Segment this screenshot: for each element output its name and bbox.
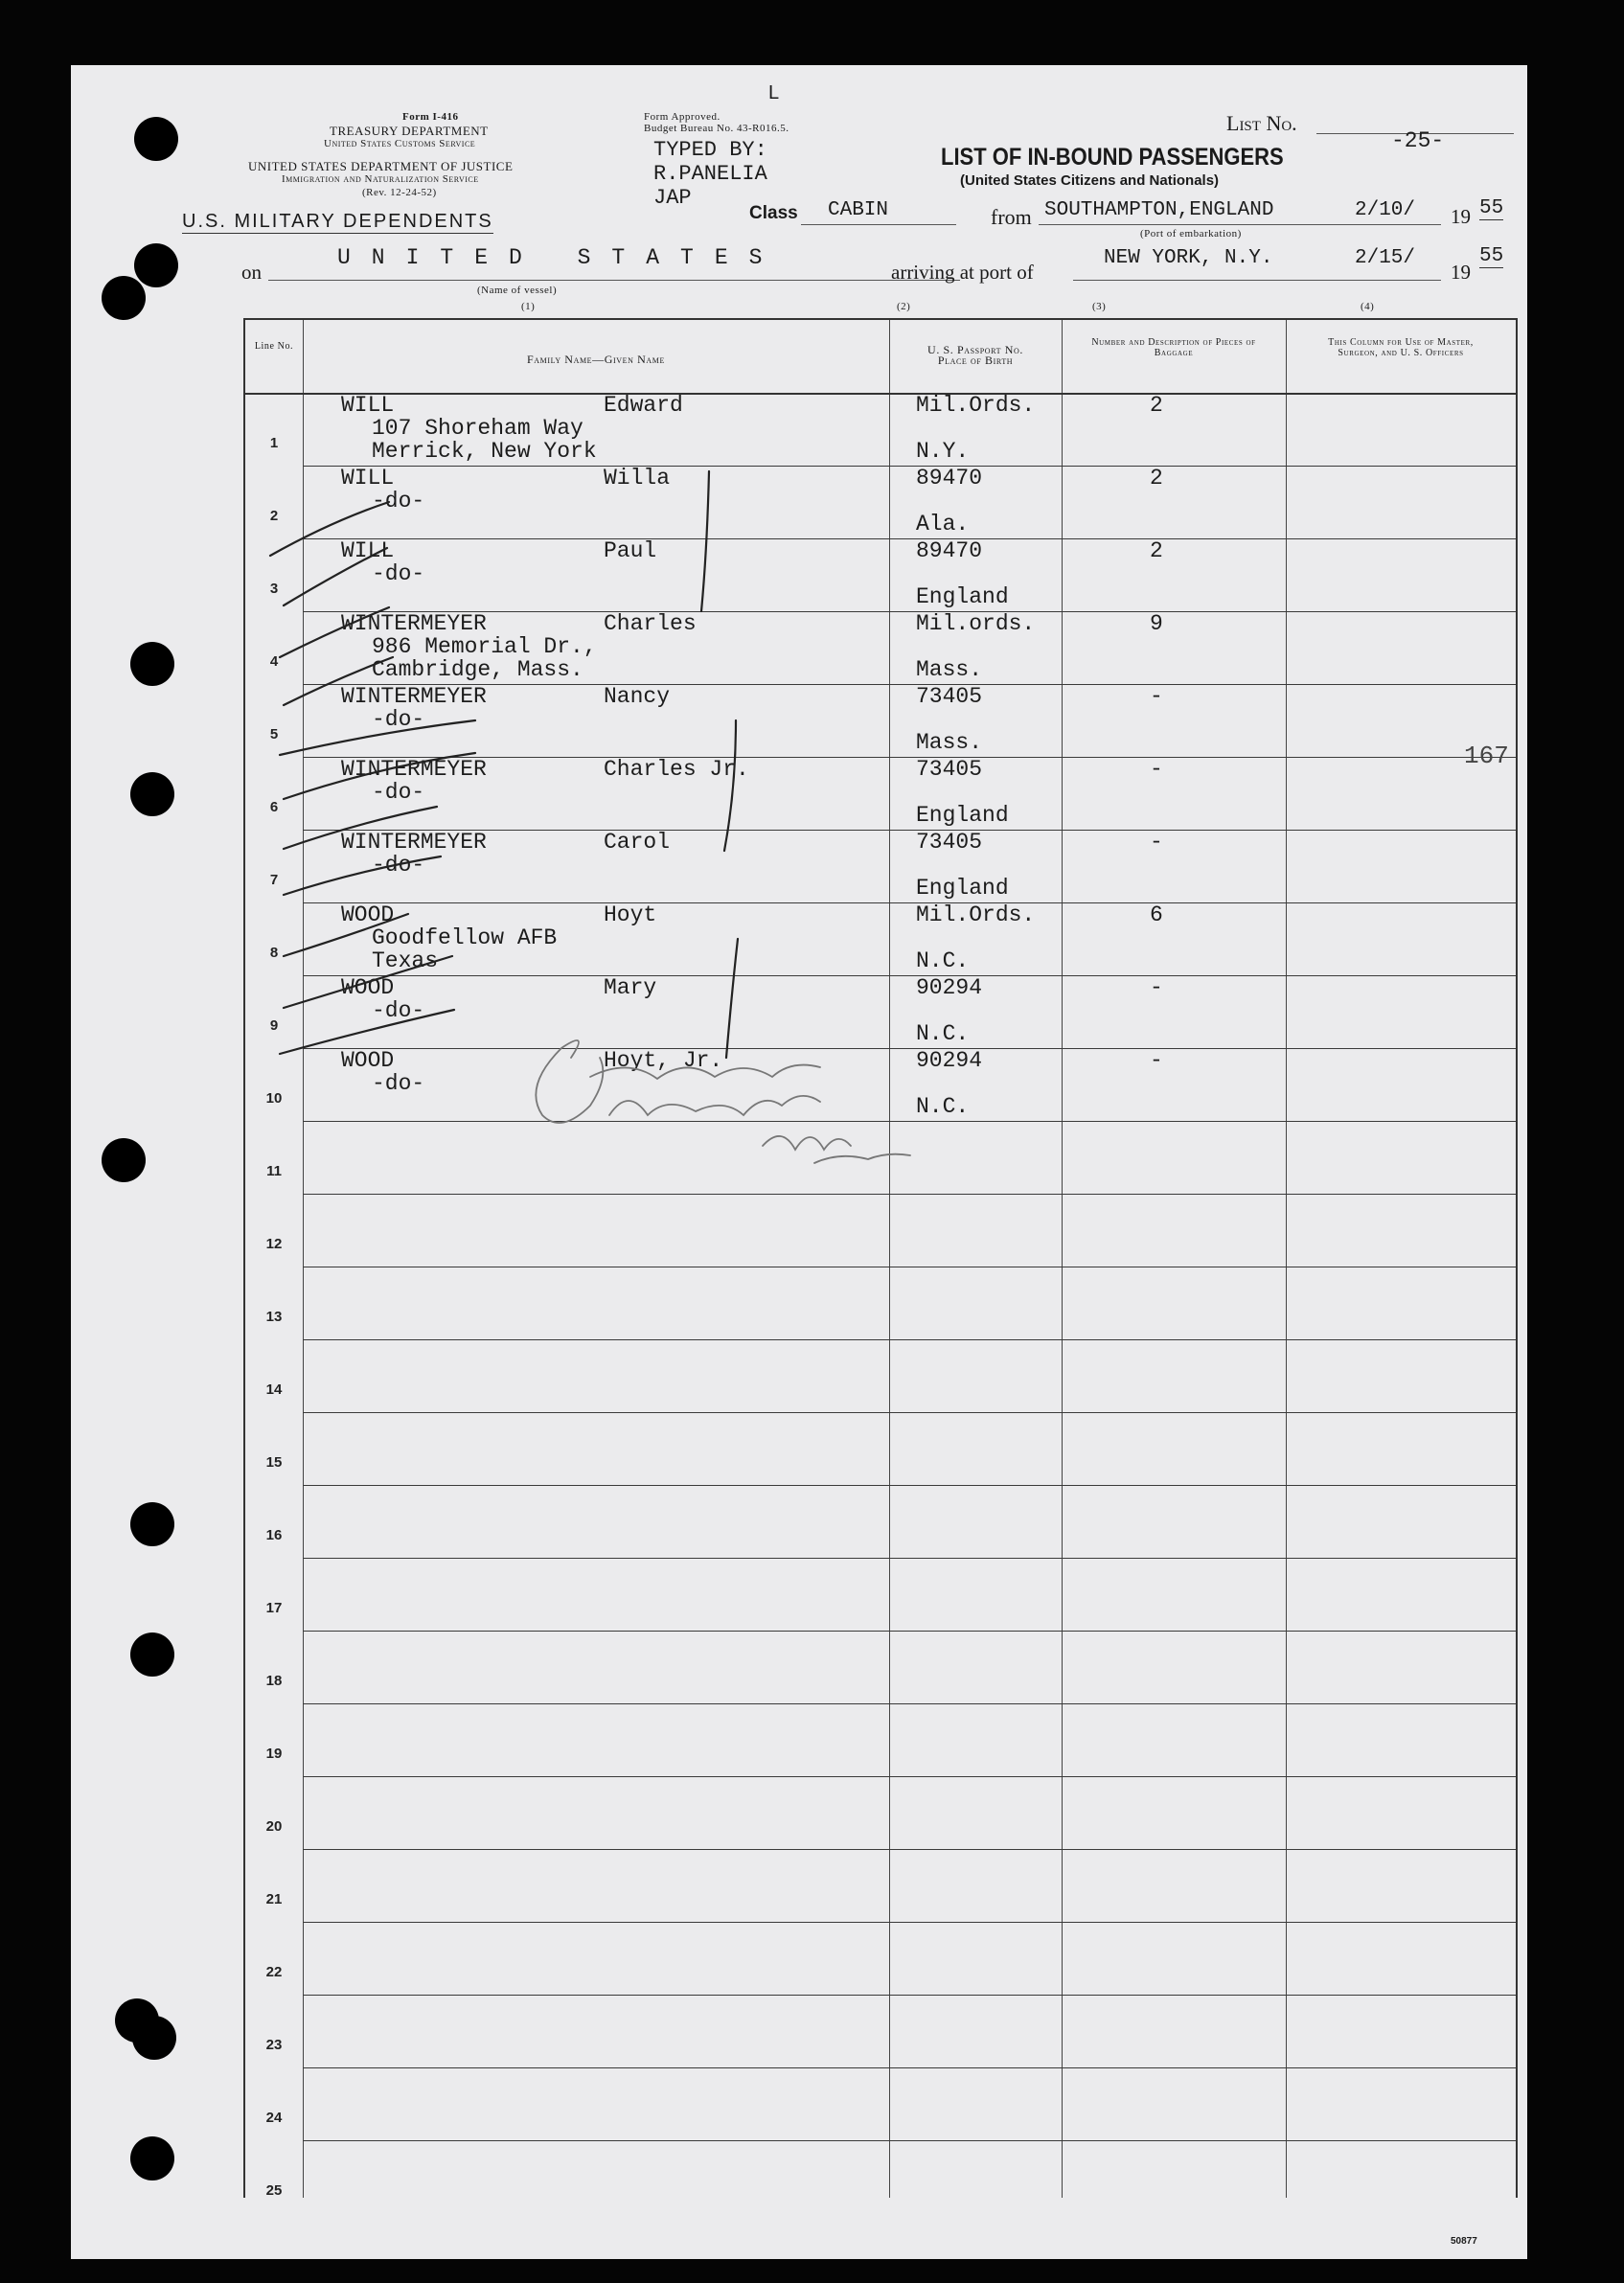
vessel-name: UNITED STATES	[337, 245, 784, 270]
baggage-count: -	[1150, 1048, 1163, 1073]
typed-by-initials: JAP	[653, 186, 692, 210]
family-name: WILL	[341, 538, 395, 563]
officer-note: 167	[1464, 742, 1509, 770]
place-of-birth: N.C.	[916, 1094, 970, 1119]
line-number: 18	[265, 1673, 283, 1689]
list-no-label: List No.	[1226, 111, 1297, 135]
passport-number: Mil.ords.	[916, 611, 1036, 636]
form-revision: (Rev. 12-24-52)	[362, 187, 437, 198]
address-line-1: -do-	[372, 489, 425, 514]
given-name: Mary	[604, 975, 657, 1000]
check-mark	[284, 548, 387, 605]
arrival-year-prefix: 19	[1451, 261, 1471, 284]
form-approved: Form Approved.	[644, 111, 721, 123]
place-of-birth: England	[916, 803, 1009, 828]
bracket-mark	[701, 471, 709, 611]
line-number: 16	[265, 1527, 283, 1543]
line-number: 20	[265, 1818, 283, 1835]
line-number: 8	[269, 945, 279, 961]
passport-number: 73405	[916, 757, 983, 782]
address-line-1: -do-	[372, 780, 425, 805]
binder-hole	[130, 1632, 174, 1677]
from-label: from	[991, 205, 1032, 229]
baggage-count: -	[1150, 684, 1163, 709]
line-number: 5	[269, 726, 279, 742]
binder-hole	[130, 2136, 174, 2180]
given-name: Edward	[604, 393, 683, 418]
arrival-date: 2/15/	[1355, 247, 1416, 269]
header-passport: U. S. Passport No. Place of Birth	[927, 343, 1023, 367]
passport-number: Mil.Ords.	[916, 393, 1036, 418]
line-number: 14	[265, 1381, 283, 1398]
class-label: Class	[749, 203, 798, 223]
passport-number: Mil.Ords.	[916, 902, 1036, 927]
pen-annotations	[245, 320, 1516, 2198]
address-line-1: Goodfellow AFB	[372, 925, 558, 950]
family-name: WILL	[341, 393, 395, 418]
check-mark	[270, 502, 389, 556]
header-officers: This Column for Use of Master, Surgeon, and U. S. Officers	[1328, 337, 1474, 358]
line-number: 3	[269, 581, 279, 597]
arrival-year: 55	[1479, 245, 1504, 267]
line-number: 4	[269, 653, 279, 670]
line-number: 17	[265, 1600, 283, 1616]
check-mark	[284, 956, 452, 1008]
from-port: SOUTHAMPTON,ENGLAND	[1044, 199, 1274, 221]
line-number: 19	[265, 1746, 283, 1762]
arriving-label: arriving at port of	[891, 261, 1034, 284]
col-number-2: (2)	[897, 301, 911, 312]
place-of-birth: England	[916, 876, 1009, 901]
passport-number: 73405	[916, 830, 983, 855]
line-number: 2	[269, 508, 279, 524]
customs-service: United States Customs Service	[324, 138, 476, 149]
family-name: WOOD	[341, 902, 395, 927]
vessel-label: (Name of vessel)	[477, 285, 558, 296]
passport-number: 73405	[916, 684, 983, 709]
line-number: 13	[265, 1309, 283, 1325]
line-number: 23	[265, 2037, 283, 2053]
binder-hole	[130, 772, 174, 816]
form-code: 50877	[1451, 2236, 1477, 2247]
given-name: Paul	[604, 538, 657, 563]
given-name: Nancy	[604, 684, 671, 709]
passport-number: 89470	[916, 538, 983, 563]
passport-number: 90294	[916, 1048, 983, 1073]
justice-dept: UNITED STATES DEPARTMENT OF JUSTICE	[248, 159, 514, 173]
baggage-count: 9	[1150, 611, 1163, 636]
family-name: WINTERMEYER	[341, 684, 487, 709]
manifest-sheet	[71, 65, 1527, 2259]
passport-number: 90294	[916, 975, 983, 1000]
from-date: 2/10/	[1355, 199, 1416, 221]
family-name: WINTERMEYER	[341, 611, 487, 636]
line-number: 10	[265, 1090, 283, 1107]
line-number: 6	[269, 799, 279, 815]
category-label: U.S. MILITARY DEPENDENTS	[182, 211, 493, 232]
family-name: WOOD	[341, 975, 395, 1000]
family-name: WINTERMEYER	[341, 757, 487, 782]
line-number: 15	[265, 1454, 283, 1471]
class-value: CABIN	[828, 199, 889, 221]
address-line-1: -do-	[372, 1071, 425, 1096]
line-number: 21	[265, 1891, 283, 1907]
place-of-birth: Ala.	[916, 512, 970, 537]
passport-number: 89470	[916, 466, 983, 491]
place-of-birth: Mass.	[916, 657, 983, 682]
check-mark	[280, 1010, 454, 1054]
check-mark	[284, 914, 408, 956]
address-line-1: -do-	[372, 853, 425, 878]
header-line-no: Line No.	[254, 341, 294, 352]
binder-hole	[102, 276, 146, 320]
bracket-mark	[724, 720, 736, 851]
address-line-1: -do-	[372, 998, 425, 1023]
baggage-count: 2	[1150, 393, 1163, 418]
header-name: Family Name—Given Name	[527, 353, 665, 366]
check-mark	[284, 657, 393, 705]
line-number: 11	[266, 1163, 282, 1179]
form-number: Form I-416	[402, 111, 459, 123]
address-line-1: 986 Memorial Dr.,	[372, 634, 597, 659]
line-number: 24	[265, 2110, 283, 2126]
line-number: 1	[269, 435, 279, 451]
col-number-4: (4)	[1361, 301, 1375, 312]
budget-bureau: Budget Bureau No. 43-R016.5.	[644, 123, 789, 134]
port-embark-label: (Port of embarkation)	[1140, 228, 1242, 240]
check-mark	[280, 607, 389, 657]
line-number: 7	[269, 872, 279, 888]
baggage-count: 2	[1150, 466, 1163, 491]
margin-mark: L	[768, 82, 780, 103]
from-year-prefix: 19	[1451, 205, 1471, 228]
line-number: 22	[265, 1964, 283, 1980]
family-name: WINTERMEYER	[341, 830, 487, 855]
given-name: Willa	[604, 466, 671, 491]
binder-hole	[132, 2016, 176, 2060]
family-name: WOOD	[341, 1048, 395, 1073]
address-line-2: Merrick, New York	[372, 439, 597, 464]
check-mark	[284, 807, 437, 849]
place-of-birth: N.C.	[916, 948, 970, 973]
col-number-1: (1)	[521, 301, 536, 312]
check-mark	[284, 753, 475, 799]
binder-hole	[130, 642, 174, 686]
address-line-1: -do-	[372, 707, 425, 732]
header-baggage: Number and Description of Pieces of Baggage	[1091, 337, 1256, 358]
list-no-value: -25-	[1391, 128, 1445, 153]
col-number-3: (3)	[1092, 301, 1107, 312]
line-number: 9	[269, 1017, 279, 1034]
binder-hole	[130, 1502, 174, 1546]
address-line-2: Texas	[372, 948, 439, 973]
given-name: Hoyt, Jr.	[604, 1048, 723, 1073]
treasury-dept: TREASURY DEPARTMENT	[330, 124, 489, 138]
typed-by-label: TYPED BY:	[653, 138, 767, 162]
given-name: Charles	[604, 611, 697, 636]
address-line-1: 107 Shoreham Way	[372, 416, 583, 441]
check-mark	[280, 720, 475, 755]
given-name: Carol	[604, 830, 671, 855]
bracket-mark	[726, 939, 738, 1058]
baggage-count: 6	[1150, 902, 1163, 927]
place-of-birth: Mass.	[916, 730, 983, 755]
handwritten-signature	[536, 1040, 910, 1163]
address-line-2: Cambridge, Mass.	[372, 657, 583, 682]
family-name: WILL	[341, 466, 395, 491]
baggage-count: -	[1150, 757, 1163, 782]
given-name: Charles Jr.	[604, 757, 749, 782]
place-of-birth: England	[916, 584, 1009, 609]
page-title: LIST OF IN-BOUND PASSENGERS	[941, 144, 1284, 171]
check-mark	[284, 856, 441, 895]
address-line-1: -do-	[372, 561, 425, 586]
given-name: Hoyt	[604, 902, 657, 927]
passenger-table	[243, 318, 1518, 2198]
binder-hole	[134, 117, 178, 161]
place-of-birth: N.C.	[916, 1021, 970, 1046]
arrival-port: NEW YORK, N.Y.	[1104, 247, 1273, 269]
binder-hole	[134, 243, 178, 287]
binder-hole	[102, 1138, 146, 1182]
line-number: 25	[265, 2182, 283, 2199]
baggage-count: -	[1150, 975, 1163, 1000]
on-label: on	[241, 261, 262, 284]
place-of-birth: N.Y.	[916, 439, 970, 464]
line-number: 12	[265, 1236, 283, 1252]
page-subtitle: (United States Citizens and Nationals)	[960, 172, 1220, 189]
ins-service: Immigration and Naturalization Service	[282, 173, 479, 185]
baggage-count: 2	[1150, 538, 1163, 563]
typed-by-name: R.PANELIA	[653, 162, 767, 186]
from-year: 55	[1479, 197, 1504, 219]
baggage-count: -	[1150, 830, 1163, 855]
